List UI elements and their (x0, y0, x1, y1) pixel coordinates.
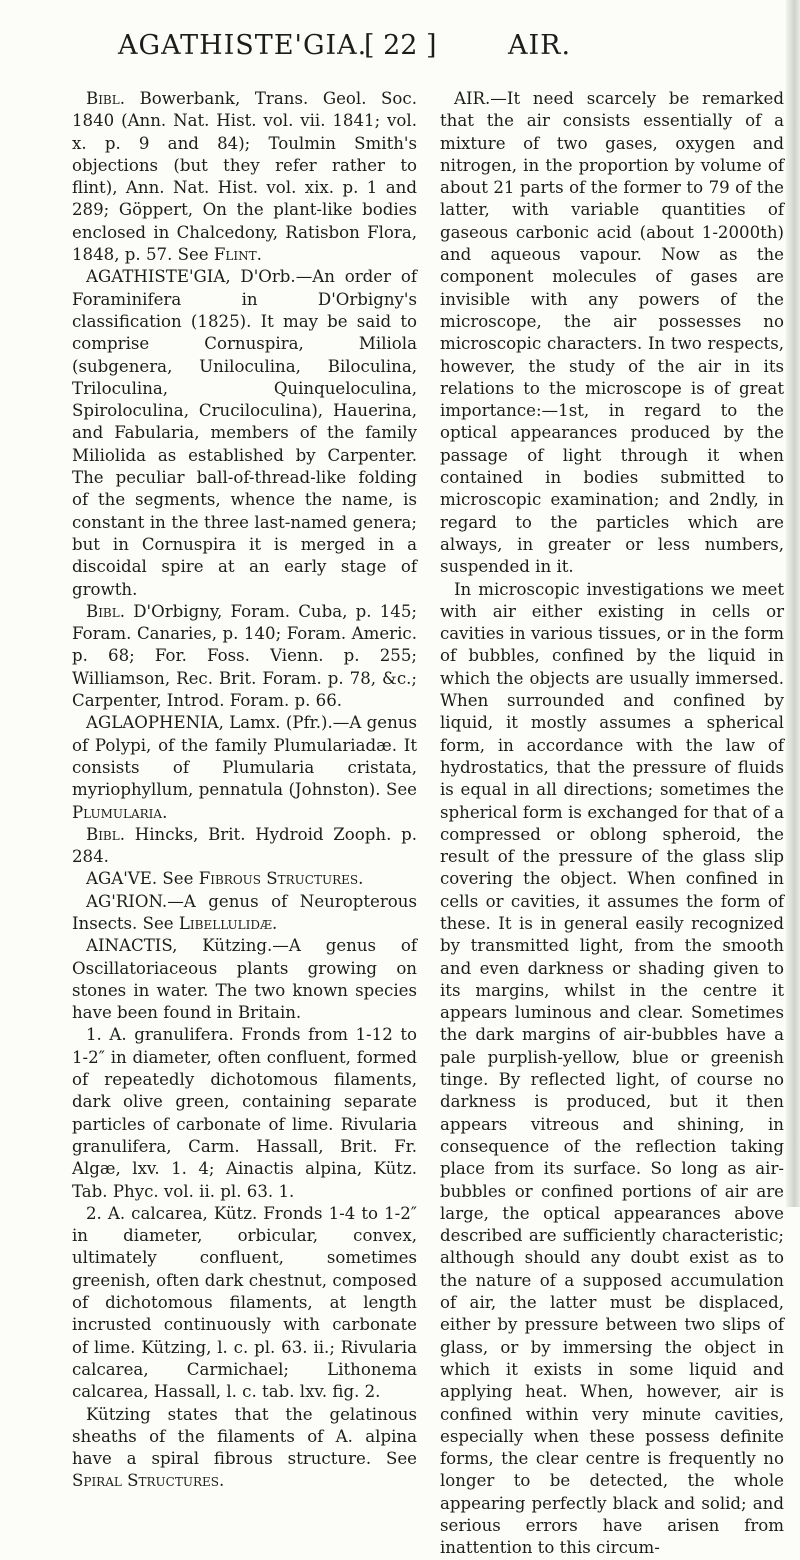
species-calcarea (72, 1203, 417, 1404)
bibl-text: Hincks, Brit. Hydroid Zooph. p. 284. (72, 824, 418, 867)
entry-text: Kützing.—A genus of Oscillatoriaceous plants growing on stones in water. The two known species have been found in Britain. (72, 936, 417, 1023)
bibl-text: Bowerbank, Trans. Geol. Soc. 1840 (Ann. Nat. Hist. vol. vii. 1841; vol. x. p. 9 and 84); Toulmin Smith's objections (but they refer rather to flint), Ann. Nat. Hist. vol. xix. p. 1 and 289; Göppert, On the plant-like bodies enclosed in Chalcedony, Ratisbon Flora, 1848, p. 57. See (72, 89, 417, 265)
entry-term: AINACTIS, (86, 936, 178, 956)
bibl-text: D'Orbigny, Foram. Cuba, p. 145; Foram. Canaries, p. 140; Foram. Americ. p. 68; For. Foss. Vienn. p. 255; Williamson, Rec. Brit. Foram. p. 78, &c.; Carpenter, Introd. Foram. p. 66. (72, 601, 417, 711)
running-header (0, 30, 800, 70)
note-kutzing (72, 1404, 417, 1493)
species-granulifera (72, 1024, 417, 1202)
cross-reference: Plumularia. (72, 802, 168, 822)
bibl-label: Bibl. (86, 89, 125, 108)
entry-bibliography (72, 824, 417, 869)
cross-reference: Spiral Structures. (72, 1471, 225, 1491)
species-text: 1. A. granulifera. Fronds from 1-12 to 1-2″ in diameter, often confluent, formed of repeatedly dichotomous filaments, dark olive green, containing separate particles of carbonate of lime. Rivularia granulifera, Carm. Hassall, Brit. Fr. Algæ, lxv. 1. 4; Ainactis alpina, Kütz. Tab. Phyc. vol. ii. pl. 63. 1. (72, 1025, 417, 1201)
entry-agathistegia (72, 266, 417, 600)
page-number: [ 22 ] (364, 30, 437, 61)
entry-text: See (157, 869, 199, 889)
entry-term: AGLAOPHENIA, (86, 713, 224, 733)
header-left-term: AGATHISTE'GIA. (118, 30, 368, 61)
header-right-term: AIR. (508, 30, 572, 61)
cross-reference: Fibrous Structures. (198, 869, 364, 889)
entry-text: —A genus of Neuropterous Insects. See (72, 891, 417, 933)
entry-term: AGATHISTE'GIA, (86, 267, 231, 287)
entry-agave (72, 868, 417, 890)
entry-aglaophenia (72, 712, 417, 823)
cross-reference: Flint. (213, 245, 262, 265)
entry-ainactis (72, 935, 417, 1024)
note-text: Kützing states that the gelatinous sheaths of the filaments of A. alpina have a spiral fibrous structure. See (72, 1404, 417, 1469)
entry-bibliography (72, 601, 417, 712)
bibl-label: Bibl. (86, 601, 125, 621)
page-edge-shadow (786, 0, 800, 1207)
entry-bibliography (72, 88, 417, 266)
entry-agrion (72, 891, 417, 936)
entry-text: D'Orb.—An order of Foraminifera in D'Orbigny's classification (1825). It may be said to comprise Cornuspira, Miliola (subgenera, Uniloculina, Biloculina, Triloculina, Quinqueloculina, Spiroloculina, Cruciloculina), Hauerina, and Fabularia, members of the family Miliolida as established by Carpenter. The peculiar ball-of-thread-like folding of the segments, whence the name, is constant in the three last-named genera; but in Cornuspira it is merged in a discoidal spire at an early stage of growth. (72, 267, 417, 599)
species-text: 2. A. calcarea, Kütz. Fronds 1-4 to 1-2″ in diameter, orbicular, convex, ultimately confluent, sometimes greenish, often dark chestnut, composed of dichotomous filaments, at length incrusted continuously with carbonate of lime. Kützing, l. c. pl. 63. ii.; Rivularia calcarea, Carmichael; Lithonema calcarea, Hassall, l. c. tab. lxv. fig. 2. (72, 1203, 417, 1402)
entry-air-continued: In microscopic investigations we meet with air either existing in cells or cavities in various tissues, or in the form of bubbles, confined by the liquid in which the objects are usually immersed. When surrounded and confined by liquid, it mostly assumes a spherical form, in accordance with the law of hydrostatics, that the pressure of fluids is equal in all directions; sometimes the spherical form is exchanged for that of a compressed or oblong spheroid, the result of the pressure of the glass slip covering the object. When confined in cells or cavities, it assumes the form of these. It is in general easily recognized by transmitted light, from the smooth and even darkness or shading given to its margins, whilst in the centre it appears luminous and clear. Sometimes the dark margins of air-bubbles have a pale purplish-yellow, blue or greenish tinge. By reflected light, of course no darkness is produced, but it then appears vitreous and shining, in consequence of the reflection taking place from its surface. So long as air-bubbles or confined portions of air are large, the optical appearances above described are sufficiently characteristic; although should any doubt exist as to the nature of a supposed accumulation of air, the latter must be displaced, either by pressure between two slips of glass, or by immersing the object in which it exists in some liquid and applying heat. When, however, air is confined within very minute cavities, especially when these possess definite forms, the clear centre is frequently no longer to be detected, the whole appearing perfectly black and solid; and serious errors have arisen from inattention to this circum- (440, 579, 784, 1558)
left-column (72, 88, 417, 1493)
cross-reference: Libellulidæ. (178, 913, 278, 933)
bibl-label: Bibl. (86, 824, 125, 844)
entry-text: Lamx. (Pfr.).—A genus of Polypi, of the family Plumulariadæ. It consists of Plumularia cristata, myriophyllum, pennatula (Johnston). See (72, 713, 417, 800)
entry-term: AG'RION. (86, 891, 168, 911)
entry-air: AIR.—It need scarcely be remarked that the air consists essentially of a mixture of two gases, oxygen and nitrogen, in the proportion by volume of about 21 parts of the former to 79 of the latter, with variable quantities of gaseous carbonic acid (about 1-2000th) and aqueous vapour. Now as the component molecules of gases are invisible with any powers of the microscope, the air possesses no microscopic characters. In two respects, however, the study of the air in its relations to the microscope is of great importance:—1st, in regard to the optical appearances produced by the passage of light through it when contained in bodies submitted to microscopic examination; and 2ndly, in regard to the particles which are always, in greater or less numbers, suspended in it. (440, 89, 784, 577)
entry-term: AGA'VE. (86, 869, 158, 889)
right-column (440, 88, 784, 1560)
